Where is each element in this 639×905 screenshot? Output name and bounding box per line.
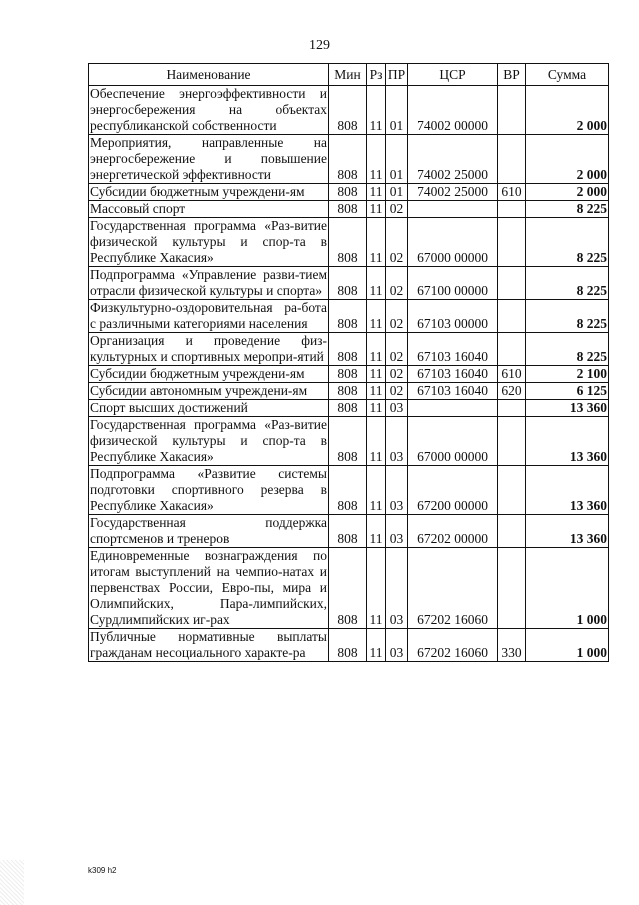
table-row: [89, 548, 609, 629]
cell-csr: 67100 00000: [408, 267, 498, 300]
table-row: [89, 86, 609, 135]
cell-sum: 6 125: [526, 383, 609, 400]
cell-sum: 2 100: [526, 366, 609, 383]
cell-csr: 67202 16060: [408, 548, 498, 629]
cell-min: 808: [329, 333, 367, 366]
cell-min: 808: [329, 366, 367, 383]
cell-pr: 03: [386, 515, 408, 548]
cell-vr: [498, 333, 526, 366]
table-row: [89, 201, 609, 218]
cell-vr: [498, 218, 526, 267]
cell-name: Мероприятия, направленные на энергосбережение и повышение энергетической эффективности: [90, 135, 327, 182]
header-csr: ЦСР: [408, 64, 498, 86]
cell-pr: 03: [386, 400, 408, 417]
table-row: [89, 515, 609, 548]
cell-name: Подпрограмма «Управление разви-тием отрасли физической культуры и спорта»: [90, 267, 327, 298]
cell-csr: 74002 25000: [408, 184, 498, 201]
header-rz: Рз: [367, 64, 386, 86]
cell-vr: [498, 201, 526, 218]
budget-table: [88, 63, 609, 662]
cell-csr: [408, 400, 498, 417]
cell-name: Спорт высших достижений: [89, 400, 329, 417]
cell-sum: 1 000: [526, 629, 609, 662]
cell-csr: [408, 201, 498, 218]
cell-rz: 11: [367, 515, 386, 548]
cell-rz: 11: [367, 466, 386, 515]
cell-min: 808: [329, 267, 367, 300]
cell-vr: [498, 86, 526, 135]
cell-name: Массовый спорт: [89, 201, 329, 218]
cell-vr: [498, 135, 526, 184]
table-row: [89, 400, 609, 417]
cell-min: 808: [329, 466, 367, 515]
scan-artifact: [0, 860, 24, 905]
cell-rz: 11: [367, 417, 386, 466]
cell-rz: 11: [367, 184, 386, 201]
table-header: [89, 64, 609, 86]
cell-vr: [498, 466, 526, 515]
table-row: [89, 383, 609, 400]
cell-name: Подпрограмма «Развитие системы подготовки спортивного резерва в Республике Хакасия»: [90, 466, 327, 513]
cell-min: 808: [329, 86, 367, 135]
table-row: [89, 333, 609, 366]
cell-rz: 11: [367, 267, 386, 300]
table-row: [89, 267, 609, 300]
cell-vr: 330: [498, 629, 526, 662]
cell-min: 808: [329, 629, 367, 662]
table-row: [89, 135, 609, 184]
cell-name: Государственная поддержка спортсменов и тренеров: [90, 515, 327, 546]
cell-sum: 8 225: [526, 300, 609, 333]
table-row: [89, 218, 609, 267]
cell-sum: 1 000: [526, 548, 609, 629]
cell-csr: 67200 00000: [408, 466, 498, 515]
header-name: Наименование: [89, 64, 329, 86]
cell-rz: 11: [367, 201, 386, 218]
cell-csr: 67103 16040: [408, 366, 498, 383]
cell-name: Государственная программа «Раз-витие физической культуры и спор-та в Республике Хакасия»: [90, 417, 327, 464]
footer-code: k309 h2: [88, 866, 117, 875]
cell-name: Единовременные вознаграждения по итогам выступлений на чемпио-натах и первенствах России, Евро-пы, мира и Олимпийских, Пара-лимпийских, Сурдлимпийских иг-рах: [90, 548, 327, 627]
cell-name: Субсидии бюджетным учреждени-ям: [89, 184, 329, 201]
cell-sum: 13 360: [526, 515, 609, 548]
cell-rz: 11: [367, 400, 386, 417]
cell-pr: 01: [386, 86, 408, 135]
cell-vr: 620: [498, 383, 526, 400]
cell-vr: [498, 417, 526, 466]
cell-pr: 02: [386, 201, 408, 218]
cell-sum: 13 360: [526, 417, 609, 466]
cell-name: Субсидии автономным учреждени-ям: [89, 383, 329, 400]
cell-min: 808: [329, 135, 367, 184]
cell-sum: 2 000: [526, 86, 609, 135]
cell-rz: 11: [367, 383, 386, 400]
cell-vr: [498, 300, 526, 333]
cell-pr: 02: [386, 366, 408, 383]
cell-vr: [498, 267, 526, 300]
cell-name: Субсидии бюджетным учреждени-ям: [89, 366, 329, 383]
cell-rz: 11: [367, 548, 386, 629]
cell-csr: 74002 00000: [408, 86, 498, 135]
cell-csr: 67000 00000: [408, 218, 498, 267]
table-row: [89, 629, 609, 662]
cell-rz: 11: [367, 333, 386, 366]
header-sum: Сумма: [526, 64, 609, 86]
cell-rz: 11: [367, 135, 386, 184]
cell-pr: 03: [386, 629, 408, 662]
cell-rz: 11: [367, 300, 386, 333]
cell-csr: 74002 25000: [408, 135, 498, 184]
cell-sum: 2 000: [526, 184, 609, 201]
cell-pr: 01: [386, 184, 408, 201]
cell-name: Организация и проведение физ-культурных и спортивных меропри-ятий: [90, 333, 327, 364]
cell-sum: 8 225: [526, 201, 609, 218]
cell-name: Обеспечение энергоэффективности и энергосбережения на объектах республиканской собственности: [90, 86, 327, 133]
page-number: 129: [309, 38, 330, 53]
cell-sum: 8 225: [526, 333, 609, 366]
cell-min: 808: [329, 184, 367, 201]
cell-sum: 8 225: [526, 267, 609, 300]
cell-sum: 13 360: [526, 400, 609, 417]
header-row: [89, 64, 609, 86]
cell-sum: 13 360: [526, 466, 609, 515]
cell-csr: 67103 00000: [408, 300, 498, 333]
cell-pr: 02: [386, 383, 408, 400]
header-pr: ПР: [386, 64, 408, 86]
cell-sum: 8 225: [526, 218, 609, 267]
cell-pr: 02: [386, 300, 408, 333]
cell-vr: [498, 515, 526, 548]
cell-name: Физкультурно-оздоровительная ра-бота с различными категориями населения: [90, 300, 327, 331]
cell-pr: 02: [386, 218, 408, 267]
cell-min: 808: [329, 201, 367, 218]
cell-pr: 02: [386, 333, 408, 366]
cell-rz: 11: [367, 366, 386, 383]
header-min: Мин: [329, 64, 367, 86]
cell-vr: 610: [498, 184, 526, 201]
cell-min: 808: [329, 515, 367, 548]
cell-min: 808: [329, 300, 367, 333]
cell-pr: 03: [386, 417, 408, 466]
table-row: [89, 184, 609, 201]
cell-pr: 03: [386, 466, 408, 515]
cell-sum: 2 000: [526, 135, 609, 184]
header-vr: ВР: [498, 64, 526, 86]
cell-csr: 67000 00000: [408, 417, 498, 466]
cell-rz: 11: [367, 629, 386, 662]
cell-min: 808: [329, 383, 367, 400]
table-row: [89, 417, 609, 466]
table-row: [89, 466, 609, 515]
cell-csr: 67202 16060: [408, 629, 498, 662]
cell-rz: 11: [367, 218, 386, 267]
cell-min: 808: [329, 417, 367, 466]
cell-min: 808: [329, 548, 367, 629]
table-row: [89, 300, 609, 333]
cell-csr: 67103 16040: [408, 383, 498, 400]
cell-rz: 11: [367, 86, 386, 135]
cell-min: 808: [329, 218, 367, 267]
cell-pr: 01: [386, 135, 408, 184]
cell-name: Публичные нормативные выплаты гражданам несоциального характе-ра: [90, 629, 327, 660]
cell-csr: 67202 00000: [408, 515, 498, 548]
cell-csr: 67103 16040: [408, 333, 498, 366]
cell-vr: 610: [498, 366, 526, 383]
table-body: [89, 86, 609, 662]
cell-pr: 02: [386, 267, 408, 300]
cell-min: 808: [329, 400, 367, 417]
cell-pr: 03: [386, 548, 408, 629]
cell-name: Государственная программа «Раз-витие физической культуры и спор-та в Республике Хакасия»: [90, 218, 327, 265]
cell-vr: [498, 548, 526, 629]
table-row: [89, 366, 609, 383]
cell-vr: [498, 400, 526, 417]
